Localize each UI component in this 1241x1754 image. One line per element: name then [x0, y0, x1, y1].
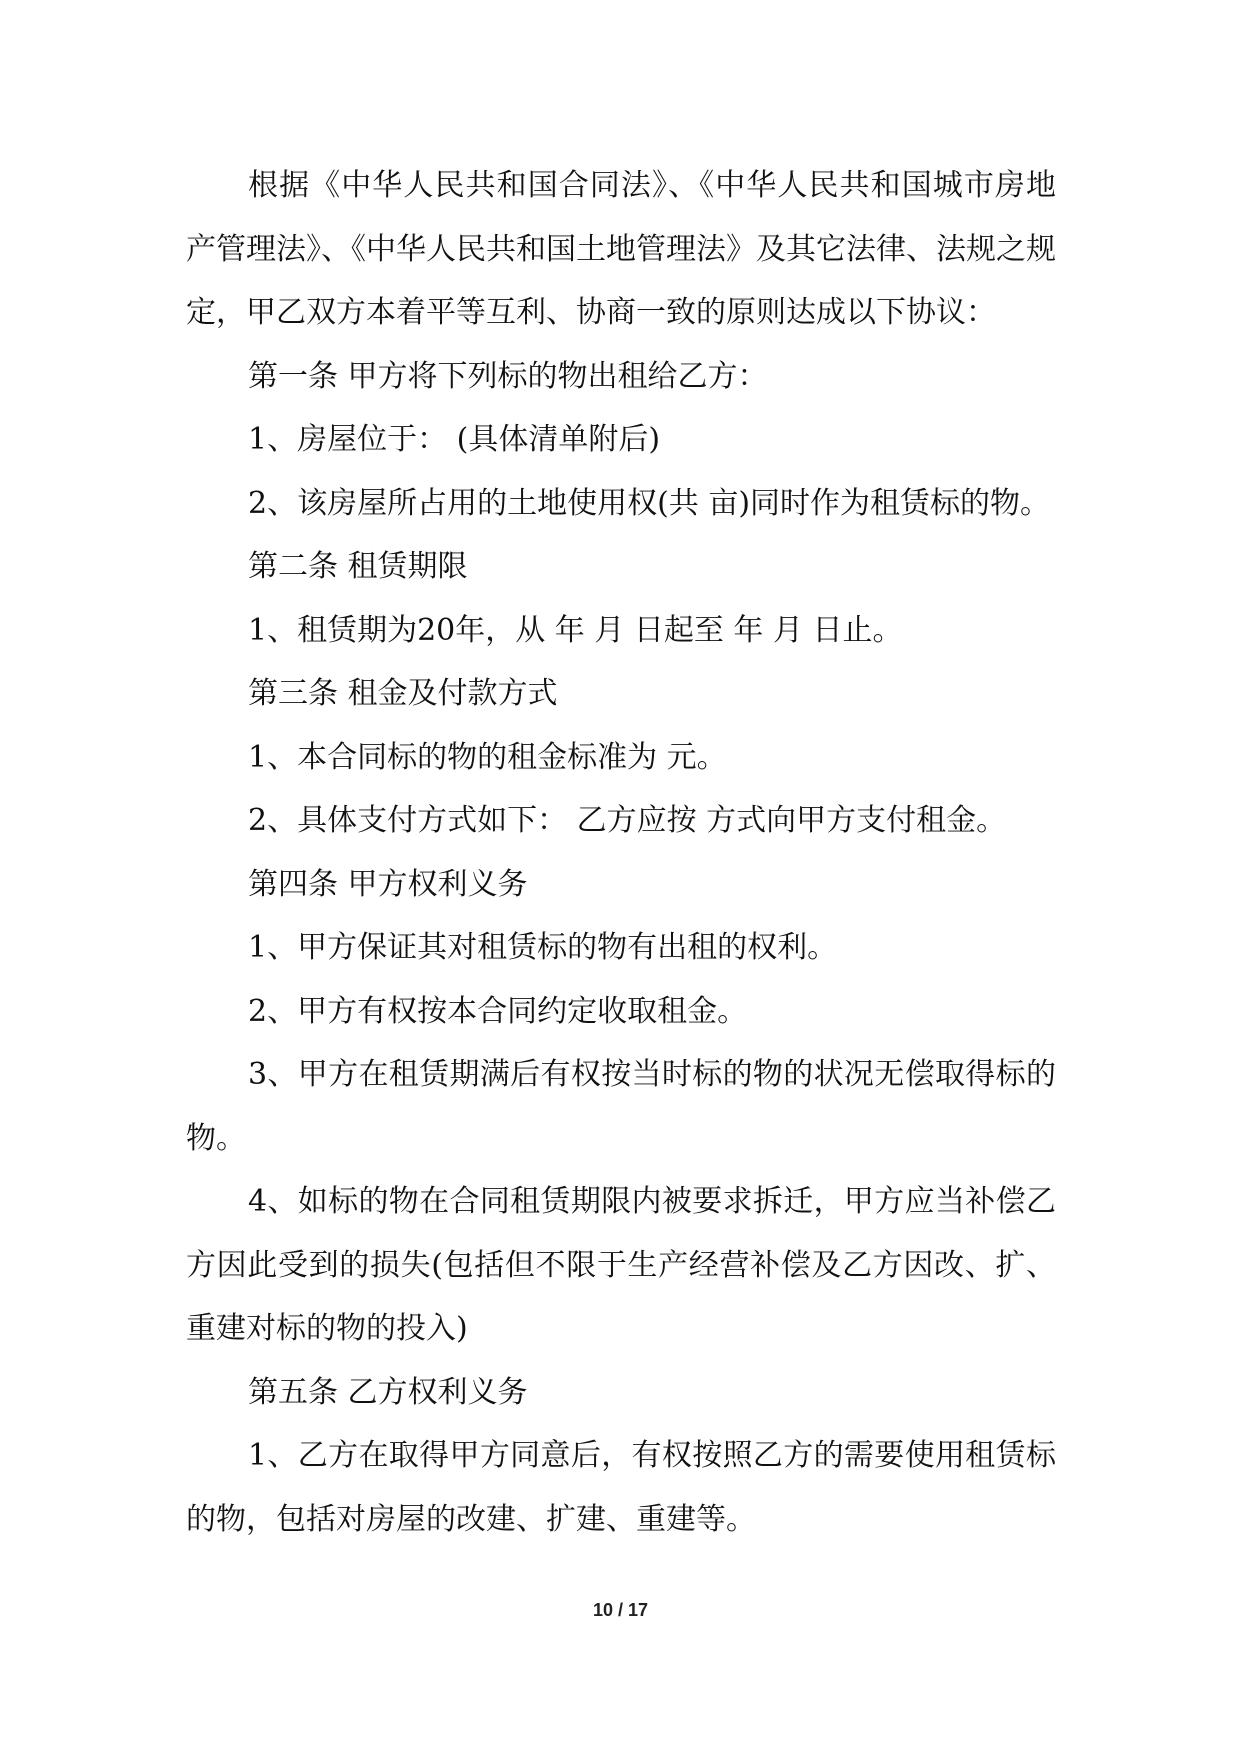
article-3-item-2: 2、具体支付方式如下： 乙方应按 方式向甲方支付租金。	[248, 803, 1007, 838]
article-3-heading: 第三条 租金及付款方式	[248, 676, 558, 711]
article-1-heading: 第一条 甲方将下列标的物出租给乙方：	[248, 358, 768, 394]
article-2-item-1: 1、租赁期为20年，从 年 月 日起至 年 月 日止。	[248, 612, 903, 648]
article-2-heading: 第二条 租赁期限	[248, 549, 468, 584]
article-5-heading: 第五条 乙方权利义务	[248, 1374, 528, 1410]
article-4-item-4: 4、如标的物在合同租赁期限内被要求拆迁，甲方应当补偿乙方因此受到的损失(包括但不限于生产经营补偿及乙方因改、扩、重建对标的物的投入)	[186, 1184, 1056, 1346]
article-1-item-2: 2、该房屋所占用的土地使用权(共 亩)同时作为租赁标的物。	[248, 485, 1051, 521]
article-4-item-3: 3、甲方在租赁期满后有权按当时标的物的状况无偿取得标的物。	[186, 1057, 1056, 1156]
contract-body	[186, 154, 1056, 1551]
article-4-item-1: 1、甲方保证其对租赁标的物有出租的权利。	[248, 930, 838, 965]
article-4-heading: 第四条 甲方权利义务	[248, 866, 528, 902]
paragraph-legal-basis: 根据《中华人民共和国合同法》、《中华人民共和国城市房地产管理法》、《中华人民共和国土地管理法》及其它法律、法规之规定，甲乙双方本着平等互利、协商一致的原则达成以下协议：	[186, 168, 1056, 330]
article-5-item-1: 1、乙方在取得甲方同意后，有权按照乙方的需要使用租赁标的物，包括对房屋的改建、扩建、重建等。	[186, 1438, 1056, 1537]
article-1-item-1: 1、房屋位于： (具体清单附后)	[248, 422, 661, 457]
article-3-item-1: 1、本合同标的物的租金标准为 元。	[248, 739, 727, 775]
article-4-item-2: 2、甲方有权按本合同约定收取租金。	[248, 993, 748, 1029]
page-number: 10 / 17	[592, 1600, 649, 1620]
